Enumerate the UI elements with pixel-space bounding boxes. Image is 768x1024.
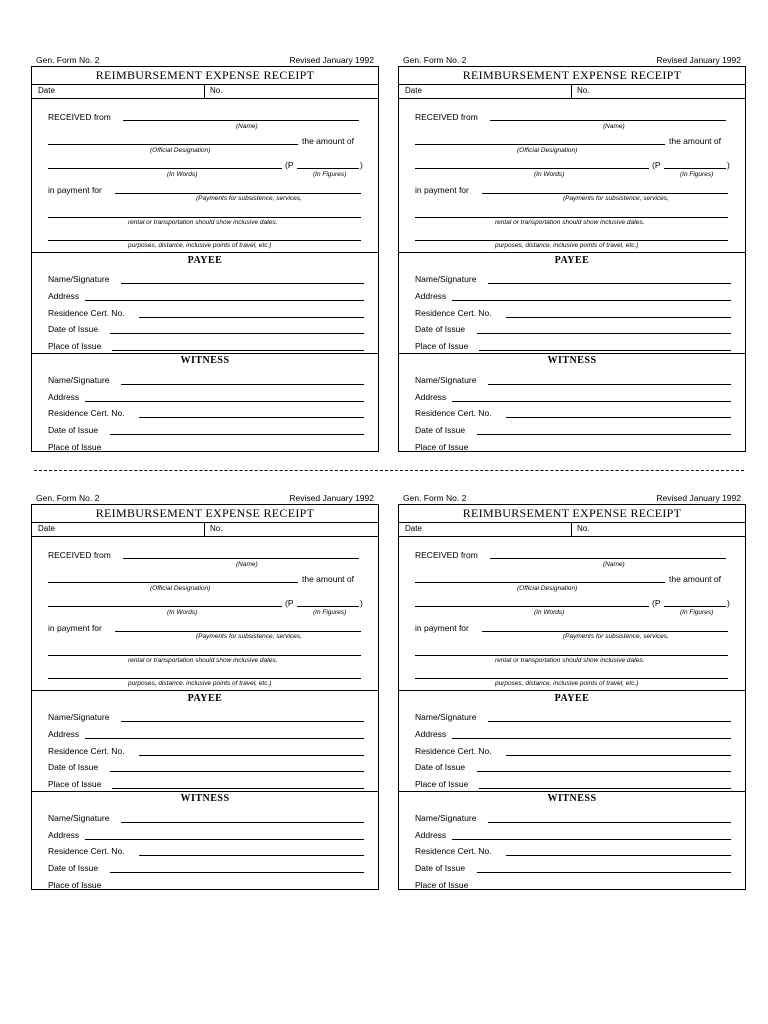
witness-residence-label: Residence Cert. No. xyxy=(415,846,492,856)
witness-address-field[interactable] xyxy=(85,839,364,840)
witness-place-issue-field[interactable] xyxy=(112,889,364,890)
gen-form-number: Gen. Form No. 2 xyxy=(36,493,100,503)
payment-for-field[interactable] xyxy=(115,193,361,194)
payment-for-field[interactable] xyxy=(482,193,728,194)
words-hint: (In Words) xyxy=(167,609,198,616)
witness-divider xyxy=(32,791,378,792)
figures-hint: (In Figures) xyxy=(313,609,347,616)
payee-place-issue-label: Place of Issue xyxy=(48,341,102,351)
amount-figures-field[interactable] xyxy=(297,606,359,607)
payee-address-label: Address xyxy=(48,729,80,739)
payee-address-field[interactable] xyxy=(85,738,364,739)
figures-hint: (In Figures) xyxy=(313,171,347,178)
amount-figures-field[interactable] xyxy=(664,606,726,607)
payments-hint: (Payments for subsistence, services, xyxy=(196,195,302,202)
payee-place-issue-label: Place of Issue xyxy=(48,779,102,789)
date-number-separator xyxy=(571,522,572,536)
amount-of-label: the amount of xyxy=(669,136,721,146)
witness-heading: WITNESS xyxy=(180,355,230,366)
received-from-field[interactable] xyxy=(490,120,726,121)
witness-place-issue-label: Place of Issue xyxy=(415,880,469,890)
payee-date-issue-field[interactable] xyxy=(477,771,731,772)
payee-residence-field[interactable] xyxy=(139,755,364,756)
designation-hint: (Official Designation) xyxy=(517,585,578,592)
witness-name-label: Name/Signature xyxy=(48,813,110,823)
payee-heading: PAYEE xyxy=(187,255,223,266)
received-from-field[interactable] xyxy=(123,558,359,559)
payee-divider xyxy=(32,252,378,253)
payee-residence-label: Residence Cert. No. xyxy=(48,308,125,318)
payee-residence-field[interactable] xyxy=(506,755,731,756)
received-from-label: RECEIVED from xyxy=(48,550,111,560)
revision-date: Revised January 1992 xyxy=(289,55,374,65)
witness-residence-label: Residence Cert. No. xyxy=(415,408,492,418)
received-from-field[interactable] xyxy=(490,558,726,559)
purposes-hint: purposes, distance, inclusive points of travel, etc.) xyxy=(495,242,639,249)
payee-date-issue-label: Date of Issue xyxy=(415,762,466,772)
witness-place-issue-label: Place of Issue xyxy=(48,880,102,890)
words-hint: (In Words) xyxy=(167,171,198,178)
peso-open: (P xyxy=(285,160,294,170)
date-number-row xyxy=(399,522,745,537)
date-label: Date xyxy=(38,86,55,95)
peso-close: ) xyxy=(727,160,730,170)
payment-line-3[interactable] xyxy=(48,240,361,241)
amount-of-label: the amount of xyxy=(302,574,354,584)
payments-hint: (Payments for subsistence, services, xyxy=(563,633,669,640)
witness-heading: WITNESS xyxy=(180,793,230,804)
peso-open: (P xyxy=(652,598,661,608)
words-hint: (In Words) xyxy=(534,171,565,178)
revision-date: Revised January 1992 xyxy=(656,55,741,65)
number-label: No. xyxy=(210,524,223,533)
received-from-label: RECEIVED from xyxy=(415,112,478,122)
date-label: Date xyxy=(405,86,422,95)
name-hint: (Name) xyxy=(603,123,625,130)
payee-name-label: Name/Signature xyxy=(415,712,477,722)
payee-date-issue-label: Date of Issue xyxy=(48,762,99,772)
date-number-separator xyxy=(204,522,205,536)
payee-date-issue-label: Date of Issue xyxy=(48,324,99,334)
payee-name-label: Name/Signature xyxy=(48,274,110,284)
witness-name-label: Name/Signature xyxy=(415,375,477,385)
witness-date-issue-field[interactable] xyxy=(477,872,731,873)
amount-of-label: the amount of xyxy=(669,574,721,584)
payee-residence-field[interactable] xyxy=(506,317,731,318)
peso-open: (P xyxy=(285,598,294,608)
date-label: Date xyxy=(38,524,55,533)
date-number-separator xyxy=(204,84,205,98)
amount-of-label: the amount of xyxy=(302,136,354,146)
witness-address-field[interactable] xyxy=(452,839,731,840)
witness-address-label: Address xyxy=(415,830,447,840)
witness-address-field[interactable] xyxy=(85,401,364,402)
name-hint: (Name) xyxy=(603,561,625,568)
purposes-hint: purposes, distance, inclusive points of travel, etc.) xyxy=(128,242,272,249)
witness-place-issue-field[interactable] xyxy=(479,451,731,452)
witness-residence-label: Residence Cert. No. xyxy=(48,408,125,418)
payee-divider xyxy=(399,690,745,691)
payee-address-field[interactable] xyxy=(452,300,731,301)
amount-words-field[interactable] xyxy=(415,606,649,607)
witness-date-issue-label: Date of Issue xyxy=(415,425,466,435)
payment-for-label: in payment for xyxy=(48,623,102,633)
receipt-title: REIMBURSEMENT EXPENSE RECEIPT xyxy=(399,67,745,85)
name-hint: (Name) xyxy=(236,561,258,568)
purposes-hint: purposes, distance, inclusive points of travel, etc.) xyxy=(128,680,272,687)
witness-place-issue-field[interactable] xyxy=(479,889,731,890)
witness-place-issue-field[interactable] xyxy=(112,451,364,452)
designation-hint: (Official Designation) xyxy=(150,585,211,592)
witness-name-label: Name/Signature xyxy=(48,375,110,385)
witness-date-issue-field[interactable] xyxy=(110,872,364,873)
amount-figures-field[interactable] xyxy=(664,168,726,169)
designation-field[interactable] xyxy=(415,144,665,145)
payment-line-2[interactable] xyxy=(48,217,361,218)
witness-divider xyxy=(399,791,745,792)
payee-name-label: Name/Signature xyxy=(415,274,477,284)
witness-residence-field[interactable] xyxy=(139,417,364,418)
purposes-hint: purposes, distance, inclusive points of travel, etc.) xyxy=(495,680,639,687)
witness-residence-label: Residence Cert. No. xyxy=(48,846,125,856)
payments-hint: (Payments for subsistence, services, xyxy=(196,633,302,640)
peso-close: ) xyxy=(360,598,363,608)
witness-date-issue-label: Date of Issue xyxy=(48,863,99,873)
designation-field[interactable] xyxy=(48,582,298,583)
witness-date-issue-label: Date of Issue xyxy=(415,863,466,873)
receipt-box xyxy=(31,504,379,890)
payee-name-field[interactable] xyxy=(121,283,364,284)
receipt-title: REIMBURSEMENT EXPENSE RECEIPT xyxy=(32,67,378,85)
receipt-title: REIMBURSEMENT EXPENSE RECEIPT xyxy=(32,505,378,523)
payee-divider xyxy=(399,252,745,253)
receipt-box xyxy=(31,66,379,452)
witness-residence-field[interactable] xyxy=(506,417,731,418)
revision-date: Revised January 1992 xyxy=(289,493,374,503)
witness-name-field[interactable] xyxy=(488,384,731,385)
designation-hint: (Official Designation) xyxy=(517,147,578,154)
number-label: No. xyxy=(210,86,223,95)
payment-line-3[interactable] xyxy=(415,240,728,241)
payment-line-2[interactable] xyxy=(415,655,728,656)
payee-place-issue-label: Place of Issue xyxy=(415,779,469,789)
payment-for-label: in payment for xyxy=(415,623,469,633)
witness-place-issue-label: Place of Issue xyxy=(48,442,102,452)
amount-words-field[interactable] xyxy=(48,606,282,607)
payment-line-2[interactable] xyxy=(48,655,361,656)
date-number-row xyxy=(32,84,378,99)
designation-hint: (Official Designation) xyxy=(150,147,211,154)
words-hint: (In Words) xyxy=(534,609,565,616)
rental-hint: rental or transportation should show inclusive dates. xyxy=(495,219,645,226)
witness-name-field[interactable] xyxy=(121,384,364,385)
received-from-label: RECEIVED from xyxy=(48,112,111,122)
payment-line-3[interactable] xyxy=(415,678,728,679)
payee-address-field[interactable] xyxy=(452,738,731,739)
payment-for-label: in payment for xyxy=(415,185,469,195)
payee-name-field[interactable] xyxy=(488,283,731,284)
peso-close: ) xyxy=(360,160,363,170)
witness-date-issue-field[interactable] xyxy=(477,434,731,435)
peso-close: ) xyxy=(727,598,730,608)
witness-name-field[interactable] xyxy=(121,822,364,823)
amount-words-field[interactable] xyxy=(48,168,282,169)
gen-form-number: Gen. Form No. 2 xyxy=(403,493,467,503)
figures-hint: (In Figures) xyxy=(680,171,714,178)
witness-heading: WITNESS xyxy=(547,355,597,366)
payee-heading: PAYEE xyxy=(554,693,590,704)
payee-date-issue-field[interactable] xyxy=(477,333,731,334)
payee-date-issue-field[interactable] xyxy=(110,333,364,334)
designation-field[interactable] xyxy=(48,144,298,145)
payee-residence-label: Residence Cert. No. xyxy=(48,746,125,756)
witness-residence-field[interactable] xyxy=(506,855,731,856)
witness-place-issue-label: Place of Issue xyxy=(415,442,469,452)
payee-name-field[interactable] xyxy=(121,721,364,722)
payment-line-3[interactable] xyxy=(48,678,361,679)
payee-heading: PAYEE xyxy=(187,693,223,704)
witness-date-issue-field[interactable] xyxy=(110,434,364,435)
receipt-box xyxy=(398,66,746,452)
payment-for-label: in payment for xyxy=(48,185,102,195)
witness-residence-field[interactable] xyxy=(139,855,364,856)
payee-residence-field[interactable] xyxy=(139,317,364,318)
witness-date-issue-label: Date of Issue xyxy=(48,425,99,435)
peso-open: (P xyxy=(652,160,661,170)
payee-name-field[interactable] xyxy=(488,721,731,722)
payee-place-issue-field[interactable] xyxy=(112,350,364,351)
amount-figures-field[interactable] xyxy=(297,168,359,169)
date-number-row xyxy=(399,84,745,99)
payee-address-field[interactable] xyxy=(85,300,364,301)
gen-form-number: Gen. Form No. 2 xyxy=(36,55,100,65)
date-label: Date xyxy=(405,524,422,533)
payment-for-field[interactable] xyxy=(115,631,361,632)
receipt-title: REIMBURSEMENT EXPENSE RECEIPT xyxy=(399,505,745,523)
payee-heading: PAYEE xyxy=(554,255,590,266)
rental-hint: rental or transportation should show inclusive dates. xyxy=(495,657,645,664)
payee-place-issue-field[interactable] xyxy=(479,350,731,351)
payments-hint: (Payments for subsistence, services, xyxy=(563,195,669,202)
witness-address-label: Address xyxy=(48,392,80,402)
payee-date-issue-field[interactable] xyxy=(110,771,364,772)
payee-name-label: Name/Signature xyxy=(48,712,110,722)
witness-name-label: Name/Signature xyxy=(415,813,477,823)
witness-address-label: Address xyxy=(48,830,80,840)
rental-hint: rental or transportation should show inclusive dates. xyxy=(128,219,278,226)
witness-heading: WITNESS xyxy=(547,793,597,804)
number-label: No. xyxy=(577,86,590,95)
date-number-separator xyxy=(571,84,572,98)
designation-field[interactable] xyxy=(415,582,665,583)
payee-address-label: Address xyxy=(48,291,80,301)
payment-for-field[interactable] xyxy=(482,631,728,632)
cut-line xyxy=(34,470,744,471)
payee-residence-label: Residence Cert. No. xyxy=(415,746,492,756)
witness-address-field[interactable] xyxy=(452,401,731,402)
payee-place-issue-label: Place of Issue xyxy=(415,341,469,351)
number-label: No. xyxy=(577,524,590,533)
receipt-box xyxy=(398,504,746,890)
name-hint: (Name) xyxy=(236,123,258,130)
received-from-label: RECEIVED from xyxy=(415,550,478,560)
payee-date-issue-label: Date of Issue xyxy=(415,324,466,334)
payee-place-issue-field[interactable] xyxy=(112,788,364,789)
payee-divider xyxy=(32,690,378,691)
payment-line-2[interactable] xyxy=(415,217,728,218)
payee-address-label: Address xyxy=(415,729,447,739)
received-from-field[interactable] xyxy=(123,120,359,121)
revision-date: Revised January 1992 xyxy=(656,493,741,503)
witness-address-label: Address xyxy=(415,392,447,402)
date-number-row xyxy=(32,522,378,537)
witness-divider xyxy=(32,353,378,354)
witness-name-field[interactable] xyxy=(488,822,731,823)
gen-form-number: Gen. Form No. 2 xyxy=(403,55,467,65)
witness-divider xyxy=(399,353,745,354)
payee-residence-label: Residence Cert. No. xyxy=(415,308,492,318)
payee-place-issue-field[interactable] xyxy=(479,788,731,789)
rental-hint: rental or transportation should show inclusive dates. xyxy=(128,657,278,664)
amount-words-field[interactable] xyxy=(415,168,649,169)
figures-hint: (In Figures) xyxy=(680,609,714,616)
payee-address-label: Address xyxy=(415,291,447,301)
